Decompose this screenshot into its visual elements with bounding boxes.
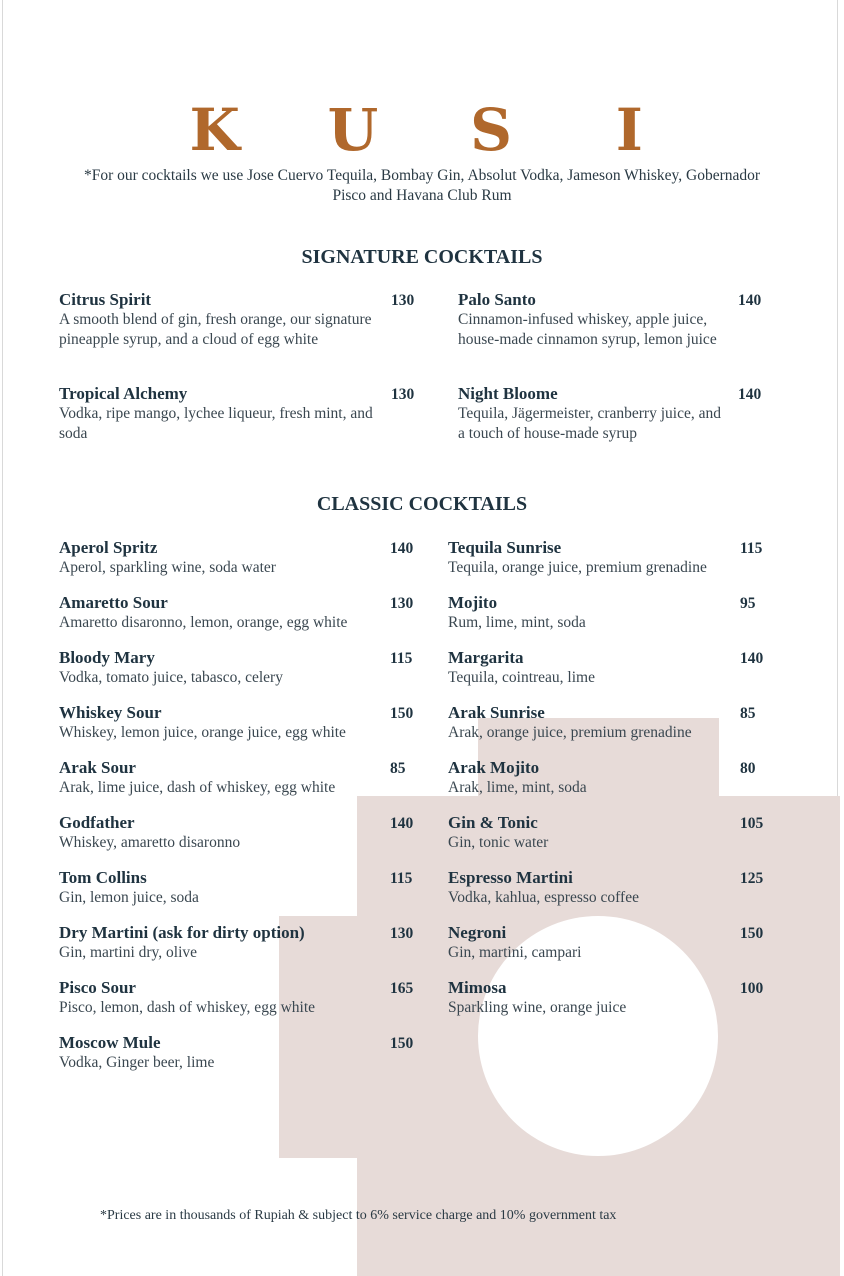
item-description: Vodka, tomato juice, tabasco, celery	[59, 669, 283, 686]
item-description: Tequila, Jägermeister, cranberry juice, and a touch of house-made syrup	[458, 405, 721, 442]
item-price: 85	[390, 760, 406, 777]
item-name: Moscow Mule	[59, 1033, 161, 1052]
item-description: Arak, lime, mint, soda	[448, 779, 587, 796]
item-description: Pisco, lemon, dash of whiskey, egg white	[59, 999, 315, 1016]
item-name: Gin & Tonic	[448, 813, 538, 832]
item-price: 105	[740, 815, 764, 832]
menu-item	[448, 923, 733, 963]
menu-item	[59, 923, 384, 963]
item-description: Vodka, ripe mango, lychee liqueur, fresh mint, and soda	[59, 405, 373, 442]
menu-item	[59, 384, 379, 443]
item-price: 165	[390, 980, 414, 997]
item-description: A smooth blend of gin, fresh orange, our signature pineapple syrup, and a cloud of egg white	[59, 311, 372, 348]
item-description: Tequila, orange juice, premium grenadine	[448, 559, 707, 576]
item-price: 140	[738, 386, 762, 403]
item-price: 125	[740, 870, 764, 887]
item-description: Vodka, Ginger beer, lime	[59, 1054, 215, 1071]
item-description: Gin, tonic water	[448, 834, 549, 851]
menu-item	[448, 868, 733, 908]
item-price: 130	[391, 386, 415, 403]
menu-item	[59, 703, 384, 743]
item-name: Mojito	[448, 593, 498, 612]
item-price: 115	[390, 870, 413, 887]
item-name: Mimosa	[448, 978, 507, 997]
menu-item	[448, 648, 733, 688]
item-name: Citrus Spirit	[59, 290, 152, 309]
item-name: Margarita	[448, 648, 524, 667]
item-description: Aperol, sparkling wine, soda water	[59, 559, 276, 576]
menu-item	[59, 648, 384, 688]
item-name: Tropical Alchemy	[59, 384, 188, 403]
item-description: Tequila, cointreau, lime	[448, 669, 595, 686]
menu-item	[59, 593, 384, 633]
item-name: Amaretto Sour	[59, 593, 168, 612]
menu-item	[59, 758, 384, 798]
menu-item	[448, 538, 733, 578]
item-description: Arak, orange juice, premium grenadine	[448, 724, 692, 741]
item-name: Dry Martini (ask for dirty option)	[59, 923, 305, 942]
menu-item	[59, 813, 384, 853]
item-price: 130	[391, 292, 415, 309]
item-price: 115	[740, 540, 763, 557]
menu-item	[458, 384, 728, 443]
brand-title	[0, 96, 844, 164]
item-description: Gin, lemon juice, soda	[59, 889, 199, 906]
item-description: Sparkling wine, orange juice	[448, 999, 627, 1016]
item-name: Espresso Martini	[448, 868, 573, 887]
item-price: 130	[390, 925, 414, 942]
menu-item	[448, 703, 733, 743]
menu-item	[59, 978, 384, 1018]
item-description: Gin, martini, campari	[448, 944, 582, 961]
item-description: Whiskey, lemon juice, orange juice, egg white	[59, 724, 346, 741]
item-price: 80	[740, 760, 756, 777]
menu-item	[448, 593, 733, 633]
spirits-note: *For our cocktails we use Jose Cuervo Tequila, Bombay Gin, Absolut Vodka, Jameson Whiskey, Gobernador Pisco and Havana Club Rum	[83, 167, 761, 204]
item-name: Tequila Sunrise	[448, 538, 562, 557]
item-description: Gin, martini dry, olive	[59, 944, 198, 961]
item-price: 150	[740, 925, 764, 942]
brand-letter: U	[327, 96, 379, 164]
item-price: 140	[740, 650, 764, 667]
signature-section-title: SIGNATURE COCKTAILS	[301, 246, 543, 268]
item-description: Rum, lime, mint, soda	[448, 614, 586, 631]
item-description: Cinnamon-infused whiskey, apple juice, house-made cinnamon syrup, lemon juice	[458, 311, 717, 348]
item-price: 140	[390, 815, 414, 832]
item-price: 140	[738, 292, 762, 309]
item-name: Night Bloome	[458, 384, 558, 403]
item-price: 100	[740, 980, 764, 997]
menu-item	[59, 868, 384, 908]
item-name: Palo Santo	[458, 290, 536, 309]
item-name: Arak Mojito	[448, 758, 540, 777]
item-price: 140	[390, 540, 414, 557]
prices-note: *Prices are in thousands of Rupiah & subject to 6% service charge and 10% government tax	[100, 1208, 617, 1223]
item-name: Tom Collins	[59, 868, 147, 887]
menu-item	[59, 1033, 384, 1073]
item-name: Negroni	[448, 923, 507, 942]
menu-item	[59, 538, 384, 578]
menu-item	[448, 758, 733, 798]
classic-section-title: CLASSIC COCKTAILS	[316, 493, 528, 515]
brand-letter: K	[189, 96, 240, 164]
item-description: Vodka, kahlua, espresso coffee	[448, 889, 639, 906]
item-price: 95	[740, 595, 756, 612]
item-name: Arak Sunrise	[448, 703, 545, 722]
brand-letter: I	[615, 96, 643, 164]
menu-item	[59, 290, 379, 349]
menu-item	[458, 290, 728, 349]
item-name: Pisco Sour	[59, 978, 136, 997]
brand-letter: S	[470, 96, 513, 164]
item-description: Arak, lime juice, dash of whiskey, egg white	[59, 779, 336, 796]
item-name: Whiskey Sour	[59, 703, 162, 722]
item-price: 85	[740, 705, 756, 722]
item-price: 150	[390, 705, 414, 722]
menu-item	[448, 813, 733, 853]
item-name: Godfather	[59, 813, 135, 832]
item-name: Arak Sour	[59, 758, 136, 777]
item-price: 150	[390, 1035, 414, 1052]
item-description: Whiskey, amaretto disaronno	[59, 834, 241, 851]
menu-item	[448, 978, 733, 1018]
item-name: Bloody Mary	[59, 648, 155, 667]
item-name: Aperol Spritz	[59, 538, 158, 557]
item-description: Amaretto disaronno, lemon, orange, egg white	[59, 614, 348, 631]
item-price: 130	[390, 595, 414, 612]
item-price: 115	[390, 650, 413, 667]
